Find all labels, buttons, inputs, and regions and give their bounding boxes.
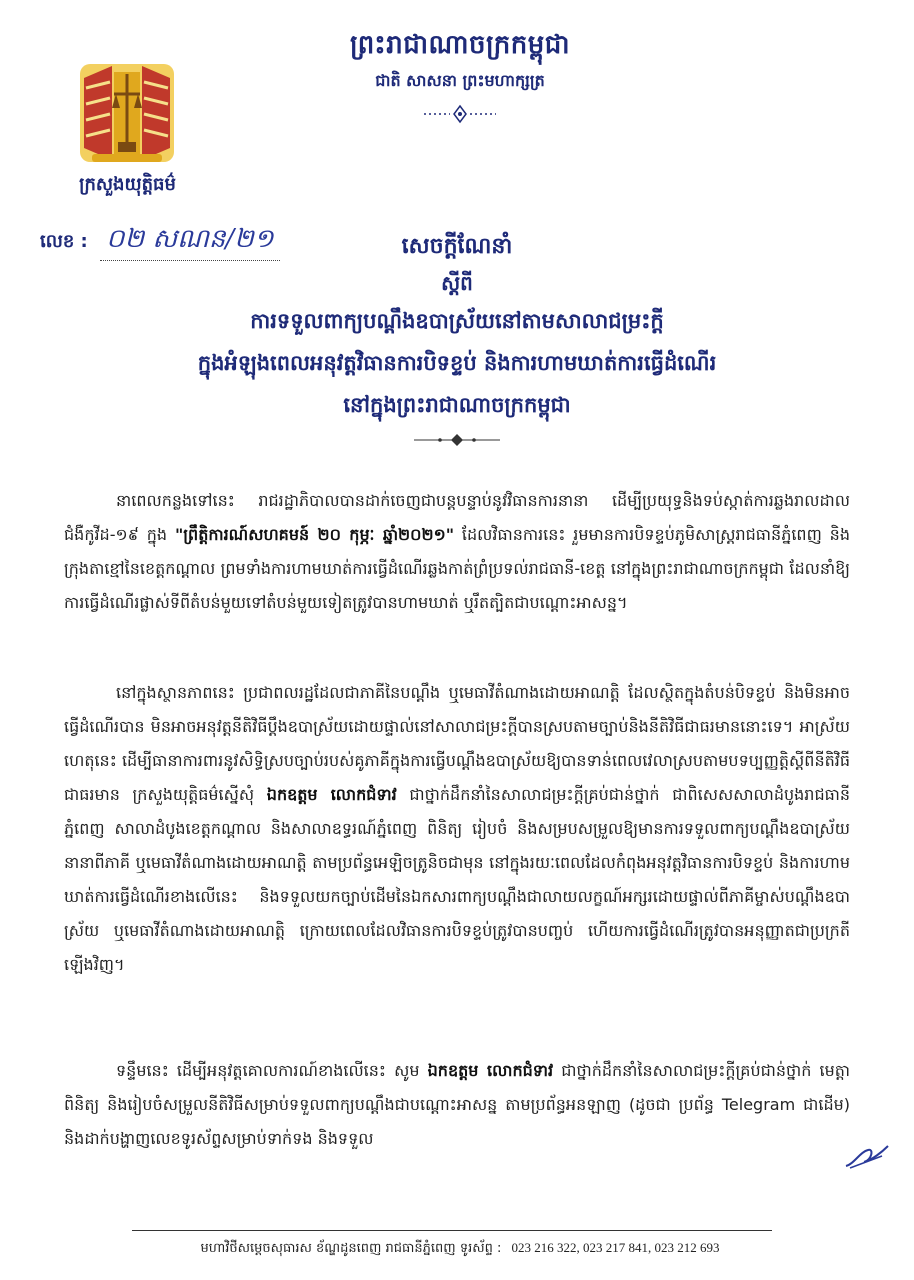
footer-phone-numbers: 023 216 322, 023 217 841, 023 212 693 (511, 1240, 720, 1255)
event-name: "ព្រឹត្តិការណ៍សហគមន៍ ២០ កុម្ភៈ ឆ្នាំ២០២១" (174, 525, 455, 544)
reference-label: លេខ : (40, 231, 88, 252)
footer-contact (60, 1240, 860, 1259)
paragraph-text: ទន្ទឹមនេះ ដើម្បីអនុវត្តគោលការណ៍ខាងលើនេះ សូម (116, 1061, 428, 1080)
header-ornament-icon (420, 104, 500, 124)
reference-value: ០២ សណន/២១ (100, 222, 279, 261)
paragraph-text: នាពេលកន្លងទៅនេះ រាជរដ្ឋាភិបាលបានដាក់ចេញជាបន្តបន្ទាប់នូវវិធានការនានា ដើម្បីប្រយុទ្ធនិងទប់ស្កាត់ការឆ្លងរាលដាលជំងឺកូវីដ-១៩ ក្នុង (64, 491, 850, 544)
about-label: ស្តីពី (441, 271, 473, 295)
title-divider-ornament-icon (412, 432, 502, 448)
body-paragraph-1 (64, 484, 850, 620)
ministry-emblem-icon (72, 58, 182, 168)
footer-address: មហាវិថីសម្តេចសុធារស ខ័ណ្ឌដូនពេញ រាជធានីភ្នំពេញ ទូរស័ព្ទ : (200, 1241, 502, 1256)
ministry-name: ក្រសួងយុត្តិធម៌ (79, 174, 176, 195)
initial-signature-mark-icon (842, 1142, 892, 1172)
subject-line: ក្នុងអំឡុងពេលអនុវត្តវិធានការបិទខ្ទប់ និងការហាមឃាត់ការធ្វើដំណើរ (197, 351, 717, 375)
kingdom-title: ព្រះរាជាណាចក្រកម្ពុជា (350, 30, 570, 60)
paragraph-text: នៅក្នុងស្ថានភាពនេះ ប្រជាពលរដ្ឋដែលជាភាគីនៃបណ្តឹង ឬមេធាវីតំណាងដោយអាណត្តិ ដែលស្ថិតក្នុងតំបន់បិទខ្ទប់ និងមិនអាចធ្វើដំណើរបាន មិនអាចអនុវត្តនីតិវិធីប្តឹងឧបាស្រ័យដោយផ្ទាល់នៅសាលាជម្រះក្តីបានស្របតាមច្បាប់និងនីតិវិធីជាធរមាននោះទេ។ អាស្រ័យហេតុនេះ ដើម្បីធានាការពារនូវសិទ្ធិស្របច្បាប់របស់គូភាគីក្នុងការធ្វើបណ្តឹងឧបាស្រ័យឱ្យបានទាន់ពេលវេលាស្របតាមបទប្បញ្ញត្តិស្តីពីនីតិវិធីជាធរមាន ក្រសួងយុត្តិធម៌ស្នើសុំ (64, 683, 850, 804)
subject-line: ការទទួលពាក្យបណ្តឹងឧបាស្រ័យនៅតាមសាលាជម្រះក្តី (250, 309, 664, 333)
honorific-address: ឯកឧត្តម លោកជំទាវ (266, 785, 397, 804)
national-motto: ជាតិ សាសនា ព្រះមហាក្សត្រ (375, 71, 545, 90)
subject-line: នៅក្នុងព្រះរាជាណាចក្រកម្ពុជា (343, 393, 571, 417)
paragraph-text: ជាថ្នាក់ដឹកនាំនៃសាលាជម្រះក្តីគ្រប់ជាន់ថ្នាក់ ជាពិសេសសាលាដំបូងរាជធានីភ្នំពេញ សាលាដំបូងខេត្តកណ្តាល និងសាលាឧទ្ធរណ៍ភ្នំពេញ ពិនិត្យ រៀបចំ និងសម្របសម្រួលឱ្យមានការទទួលពាក្យបណ្តឹងឧបាស្រ័យនានាពីភាគី ឬមេធាវីតំណាងដោយអាណត្តិ តាមប្រព័ន្ធអេឡិចត្រូនិចជាមុន នៅក្នុងរយៈពេលដែលកំពុងអនុវត្តវិធានការបិទខ្ទប់ និងការហាមឃាត់ការធ្វើដំណើរខាងលើនេះ និងទទួលយកច្បាប់ដើមនៃឯកសារពាក្យបណ្តឹងជាលាយលក្ខណ៍អក្សរដោយផ្ទាល់ពីភាគីម្ចាស់បណ្តឹងឧបាស្រ័យ ឬមេធាវីតំណាងដោយអាណត្តិ ក្រោយពេលដែលវិធានការបិទខ្ទប់ត្រូវបានបញ្ចប់ ហើយការធ្វើដំណើរត្រូវបានអនុញ្ញាតជាប្រក្រតីឡើងវិញ។ (64, 785, 850, 974)
paragraph-text: ជាថ្នាក់ដឹកនាំនៃសាលាជម្រះក្តីគ្រប់ជាន់ថ្នាក់ មេត្តាពិនិត្យ និងរៀបចំសម្រួលនីតិវិធីសម្រាប់ទទួលពាក្យបណ្តឹងជាបណ្តោះអាសន្ន តាមប្រព័ន្ធអនឡាញ (ដូចជា ប្រព័ន្ធ Telegram ជាដើម) និងដាក់បង្ហាញលេខទូរស័ព្ទសម្រាប់ទាក់ទង និងទទួល (64, 1061, 850, 1148)
footer-divider (132, 1230, 772, 1231)
document-type: សេចក្តីណែនាំ (401, 234, 513, 259)
document-title-block (100, 228, 814, 426)
body-paragraph-2 (64, 676, 850, 982)
honorific-address: ឯកឧត្តម លោកជំទាវ (427, 1061, 554, 1080)
body-paragraph-3 (64, 1054, 850, 1156)
paragraph-text: ដែលវិធានការនេះ រួមមានការបិទខ្ទប់ភូមិសាស្ត្ររាជធានីភ្នំពេញ និងក្រុងតាខ្មៅនៃខេត្តកណ្តាល ព្រមទាំងការហាមឃាត់ការធ្វើដំណើរឆ្លងកាត់ព្រំប្រទល់រាជធានី-ខេត្ត នៅក្នុងព្រះរាជាណាចក្រកម្ពុជា ដែលនាំឱ្យការធ្វើដំណើរផ្លាស់ទីពីតំបន់មួយទៅតំបន់មួយទៀតត្រូវបានហាមឃាត់ ឬរឹតត្បិតជាបណ្តោះអាសន្ន។ (64, 525, 850, 612)
